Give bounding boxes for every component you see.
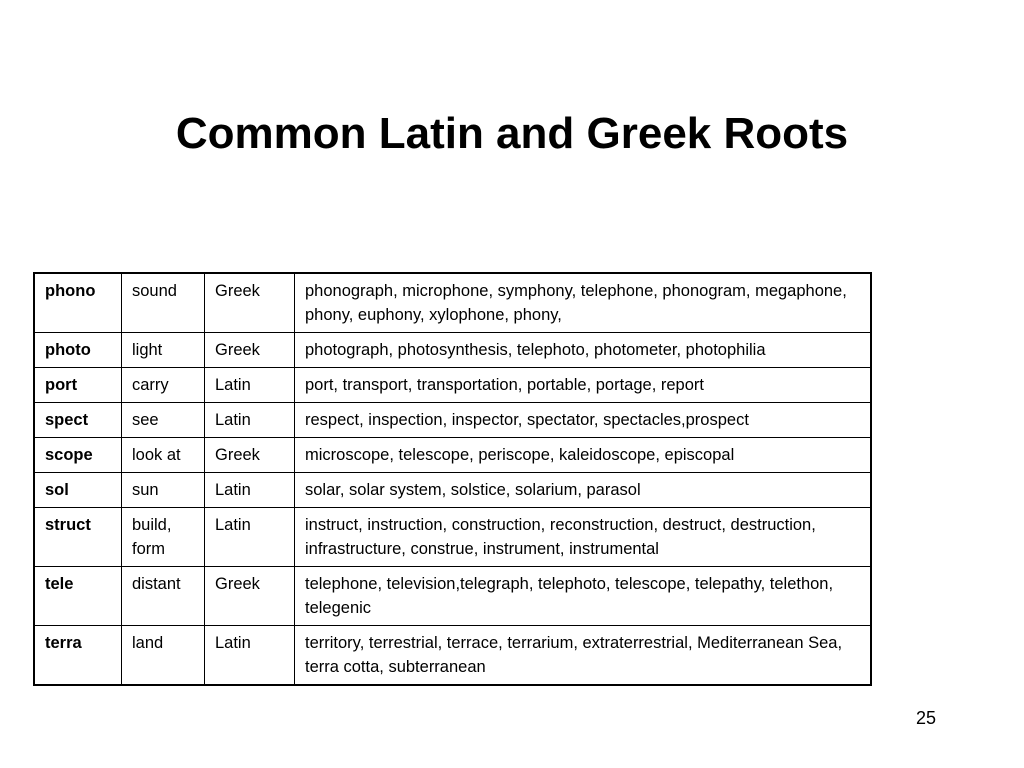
meaning-cell: land bbox=[122, 626, 205, 686]
table-row bbox=[34, 273, 871, 333]
origin-cell: Latin bbox=[205, 473, 295, 508]
examples-cell: territory, terrestrial, terrace, terrarium, extraterrestrial, Mediterranean Sea, terra cotta, subterranean bbox=[295, 626, 872, 686]
origin-cell: Greek bbox=[205, 273, 295, 333]
examples-cell: telephone, television,telegraph, telephoto, telescope, telepathy, telethon, telegenic bbox=[295, 567, 872, 626]
origin-cell: Latin bbox=[205, 403, 295, 438]
meaning-cell: light bbox=[122, 333, 205, 368]
root-cell: port bbox=[34, 368, 122, 403]
root-cell: tele bbox=[34, 567, 122, 626]
table-row bbox=[34, 508, 871, 567]
slide-title: Common Latin and Greek Roots bbox=[175, 109, 849, 158]
origin-cell: Greek bbox=[205, 438, 295, 473]
table-row bbox=[34, 368, 871, 403]
examples-cell: phonograph, microphone, symphony, telephone, phonogram, megaphone, phony, euphony, xylophone, phony, bbox=[295, 273, 872, 333]
root-cell: phono bbox=[34, 273, 122, 333]
origin-cell: Latin bbox=[205, 626, 295, 686]
examples-cell: respect, inspection, inspector, spectator, spectacles,prospect bbox=[295, 403, 872, 438]
table-row bbox=[34, 626, 871, 686]
examples-cell: photograph, photosynthesis, telephoto, photometer, photophilia bbox=[295, 333, 872, 368]
root-cell: terra bbox=[34, 626, 122, 686]
meaning-cell: carry bbox=[122, 368, 205, 403]
origin-cell: Latin bbox=[205, 368, 295, 403]
table-row bbox=[34, 567, 871, 626]
root-cell: scope bbox=[34, 438, 122, 473]
origin-cell: Latin bbox=[205, 508, 295, 567]
root-cell: spect bbox=[34, 403, 122, 438]
meaning-cell: see bbox=[122, 403, 205, 438]
meaning-cell: build, form bbox=[122, 508, 205, 567]
examples-cell: solar, solar system, solstice, solarium, parasol bbox=[295, 473, 872, 508]
root-cell: photo bbox=[34, 333, 122, 368]
page-number: 25 bbox=[915, 708, 936, 728]
root-cell: struct bbox=[34, 508, 122, 567]
meaning-cell: sun bbox=[122, 473, 205, 508]
origin-cell: Greek bbox=[205, 567, 295, 626]
table-row bbox=[34, 403, 871, 438]
meaning-cell: distant bbox=[122, 567, 205, 626]
origin-cell: Greek bbox=[205, 333, 295, 368]
roots-table bbox=[33, 272, 872, 686]
table-row bbox=[34, 438, 871, 473]
root-cell: sol bbox=[34, 473, 122, 508]
meaning-cell: look at bbox=[122, 438, 205, 473]
meaning-cell: sound bbox=[122, 273, 205, 333]
table-row bbox=[34, 333, 871, 368]
table-row bbox=[34, 473, 871, 508]
examples-cell: port, transport, transportation, portable, portage, report bbox=[295, 368, 872, 403]
examples-cell: instruct, instruction, construction, reconstruction, destruct, destruction, infrastructure, construe, instrument, instrumental bbox=[295, 508, 872, 567]
examples-cell: microscope, telescope, periscope, kaleidoscope, episcopal bbox=[295, 438, 872, 473]
